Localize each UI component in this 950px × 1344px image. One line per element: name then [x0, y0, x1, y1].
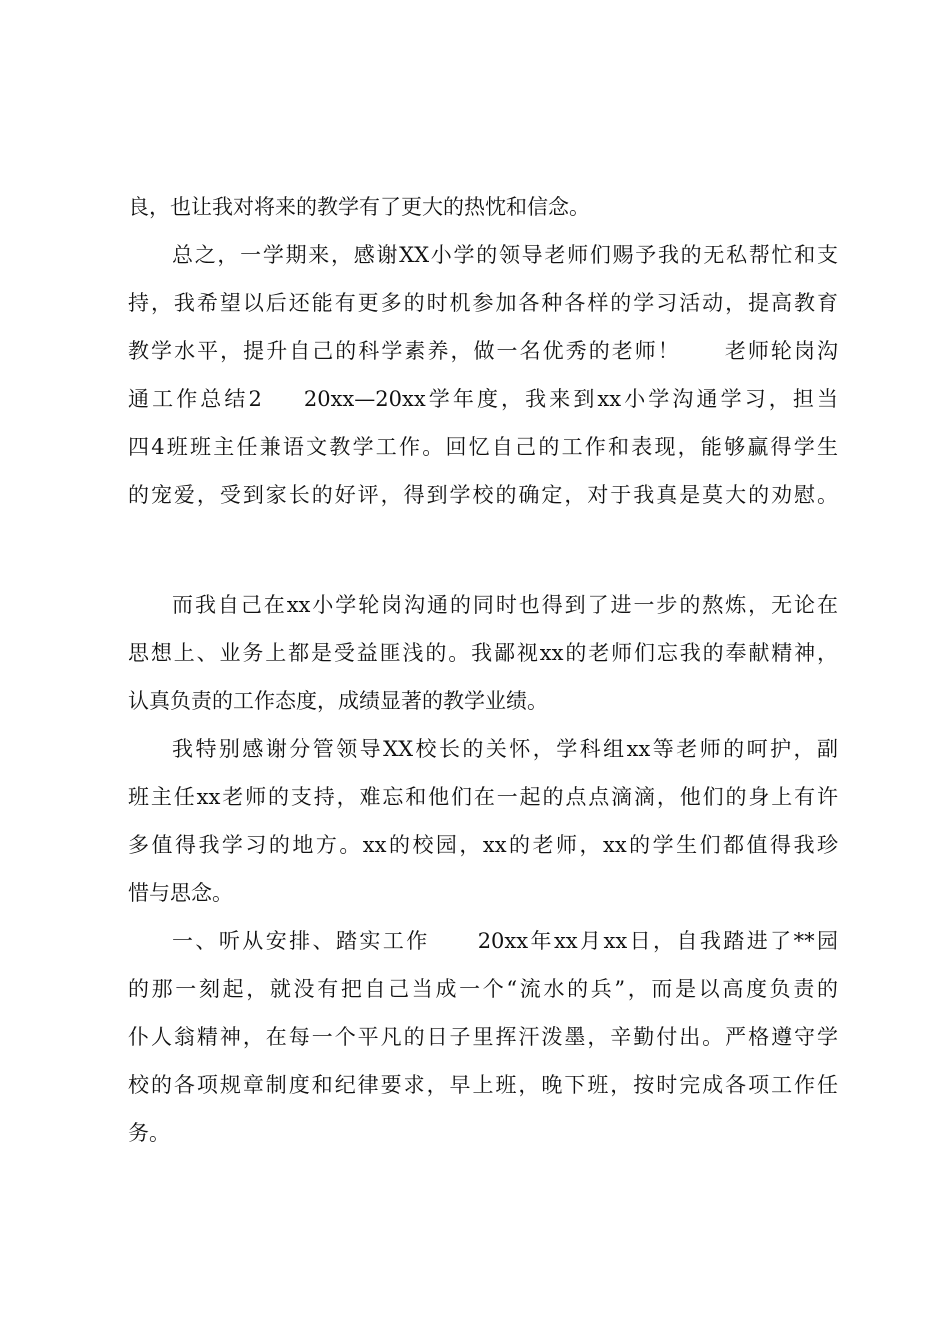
text-line: 班主任xx老师的支持，难忘和他们在一起的点点滴滴，他们的身上有许	[128, 785, 838, 809]
text-line	[128, 327, 838, 375]
text-line: 思想上、业务上都是受益匪浅的。我鄙视xx的老师们忘我的奉献精神，	[128, 641, 838, 665]
text-segment: 老师轮岗沟	[722, 339, 839, 363]
text-line: 多值得我学习的地方。xx的校园，xx的老师，xx的学生们都值得我珍	[128, 833, 838, 857]
text-segment: 20xx—20xx学年度，我来到xx小学沟通学习，担当	[303, 387, 838, 411]
text-line: 我特别感谢分管领导XX校长的关怀，学科组xx等老师的呵护，副	[172, 737, 838, 761]
text-line: 务。	[128, 1121, 170, 1145]
text-segment: 一、听从安排、踏实工作	[172, 929, 430, 953]
text-segment: 20xx年xx月xx日，自我踏进了**园	[477, 929, 839, 953]
text-line: 四4班班主任兼语文教学工作。回忆自己的工作和表现，能够赢得学生	[128, 435, 838, 459]
text-line: 持，我希望以后还能有更多的时机参加各种各样的学习活动，提高教育	[128, 291, 838, 315]
text-line: 仆人翁精神，在每一个平凡的日子里挥汗泼墨，辛勤付出。严格遵守学	[128, 1025, 838, 1049]
text-line: 认真负责的工作态度，成绩显著的教学业绩。	[128, 689, 548, 713]
text-line: 的宠爱，受到家长的好评，得到学校的确定，对于我真是莫大的劝慰。	[128, 483, 838, 507]
text-line: 校的各项规章制度和纪律要求，早上班，晚下班，按时完成各项工作任	[128, 1073, 838, 1097]
paragraph-block-2	[128, 581, 838, 1157]
text-line: 惜与思念。	[128, 881, 233, 905]
text-line	[128, 375, 838, 423]
text-line: 而我自己在xx小学轮岗沟通的同时也得到了进一步的熬炼，无论在	[172, 593, 838, 617]
paragraph-block-1	[128, 183, 838, 519]
text-line: 总之，一学期来，感谢XX小学的领导老师们赐予我的无私帮忙和支	[172, 243, 838, 267]
text-segment: 通工作总结2	[128, 387, 262, 411]
text-segment: 教学水平，提升自己的科学素养，做一名优秀的老师！	[128, 339, 681, 363]
text-line	[128, 917, 838, 965]
text-line: 的那一刻起，就没有把自己当成一个“流水的兵”，而是以高度负责的	[128, 977, 838, 1001]
text-line: 良，也让我对将来的教学有了更大的热忱和信念。	[128, 195, 590, 219]
